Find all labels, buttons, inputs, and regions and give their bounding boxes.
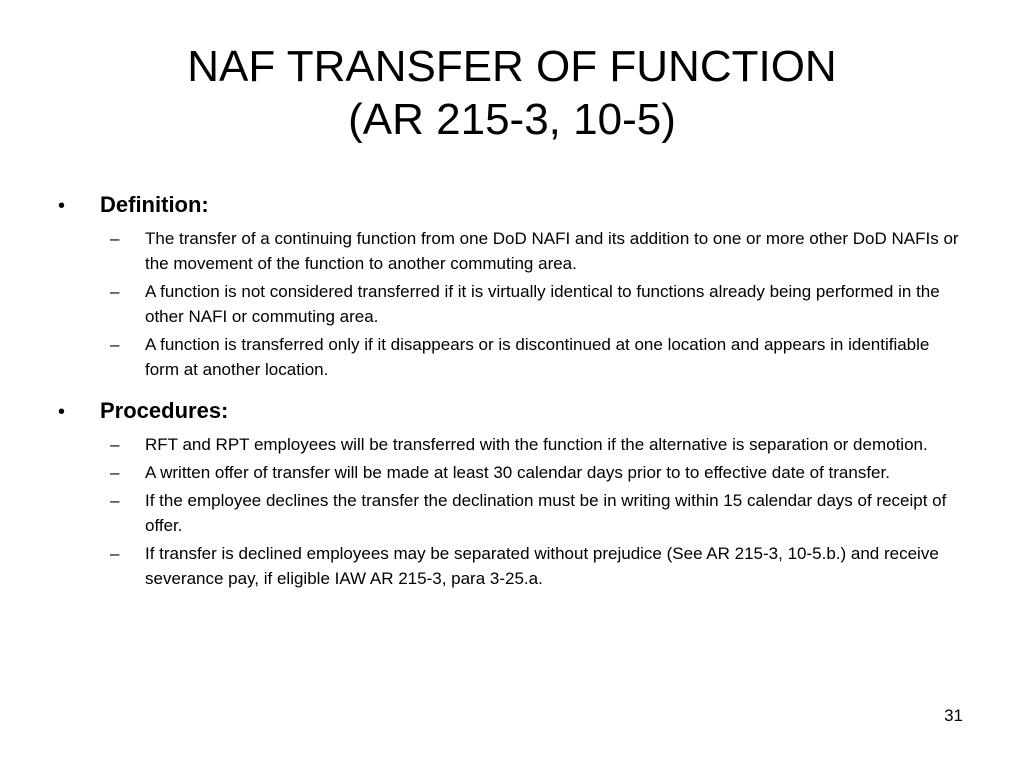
- title-line-1: NAF TRANSFER OF FUNCTION: [187, 42, 837, 91]
- list-item: [110, 226, 968, 276]
- list-item: [110, 432, 968, 457]
- dash-icon: –: [110, 435, 120, 454]
- slide-body: [58, 192, 968, 607]
- section-procedures: [58, 398, 968, 591]
- page-number: 31: [944, 706, 963, 725]
- list-item-text: If transfer is declined employees may be separated without prejudice (See AR 215-3, 10-5.b.) and receive severance pay, if eligible IAW AR 215-3, para 3-25.a.: [145, 544, 939, 588]
- dash-icon: –: [110, 491, 120, 510]
- bullet-icon: •: [58, 401, 66, 423]
- dash-icon: –: [110, 282, 120, 301]
- list-item: [110, 541, 968, 591]
- slide-title: [0, 40, 1024, 146]
- list-item: [110, 279, 968, 329]
- list-item: [110, 332, 968, 382]
- list-item-text: A function is not considered transferred if it is virtually identical to functions already being performed in the other NAFI or commuting area.: [145, 282, 940, 326]
- list-item-text: The transfer of a continuing function from one DoD NAFI and its addition to one or more other DoD NAFIs or the movement of the function to another commuting area.: [145, 229, 959, 273]
- section-heading: Definition:: [100, 192, 209, 217]
- sub-list: [110, 226, 968, 382]
- dash-icon: –: [110, 229, 120, 248]
- list-item: [110, 488, 968, 538]
- list-item-text: If the employee declines the transfer the declination must be in writing within 15 calendar days of receipt of offer.: [145, 491, 947, 535]
- dash-icon: –: [110, 335, 120, 354]
- section-heading: Procedures:: [100, 398, 229, 423]
- list-item: [110, 460, 968, 485]
- sub-list: [110, 432, 968, 591]
- list-item-text: RFT and RPT employees will be transferred with the function if the alternative is separation or demotion.: [145, 435, 928, 454]
- list-item-text: A function is transferred only if it disappears or is discontinued at one location and appears in identifiable form at another location.: [145, 335, 930, 379]
- list-item-text: A written offer of transfer will be made at least 30 calendar days prior to to effective date of transfer.: [145, 463, 890, 482]
- bullet-icon: •: [58, 195, 66, 217]
- title-line-2: (AR 215-3, 10-5): [348, 95, 676, 144]
- section-definition: [58, 192, 968, 382]
- dash-icon: –: [110, 544, 120, 563]
- dash-icon: –: [110, 463, 120, 482]
